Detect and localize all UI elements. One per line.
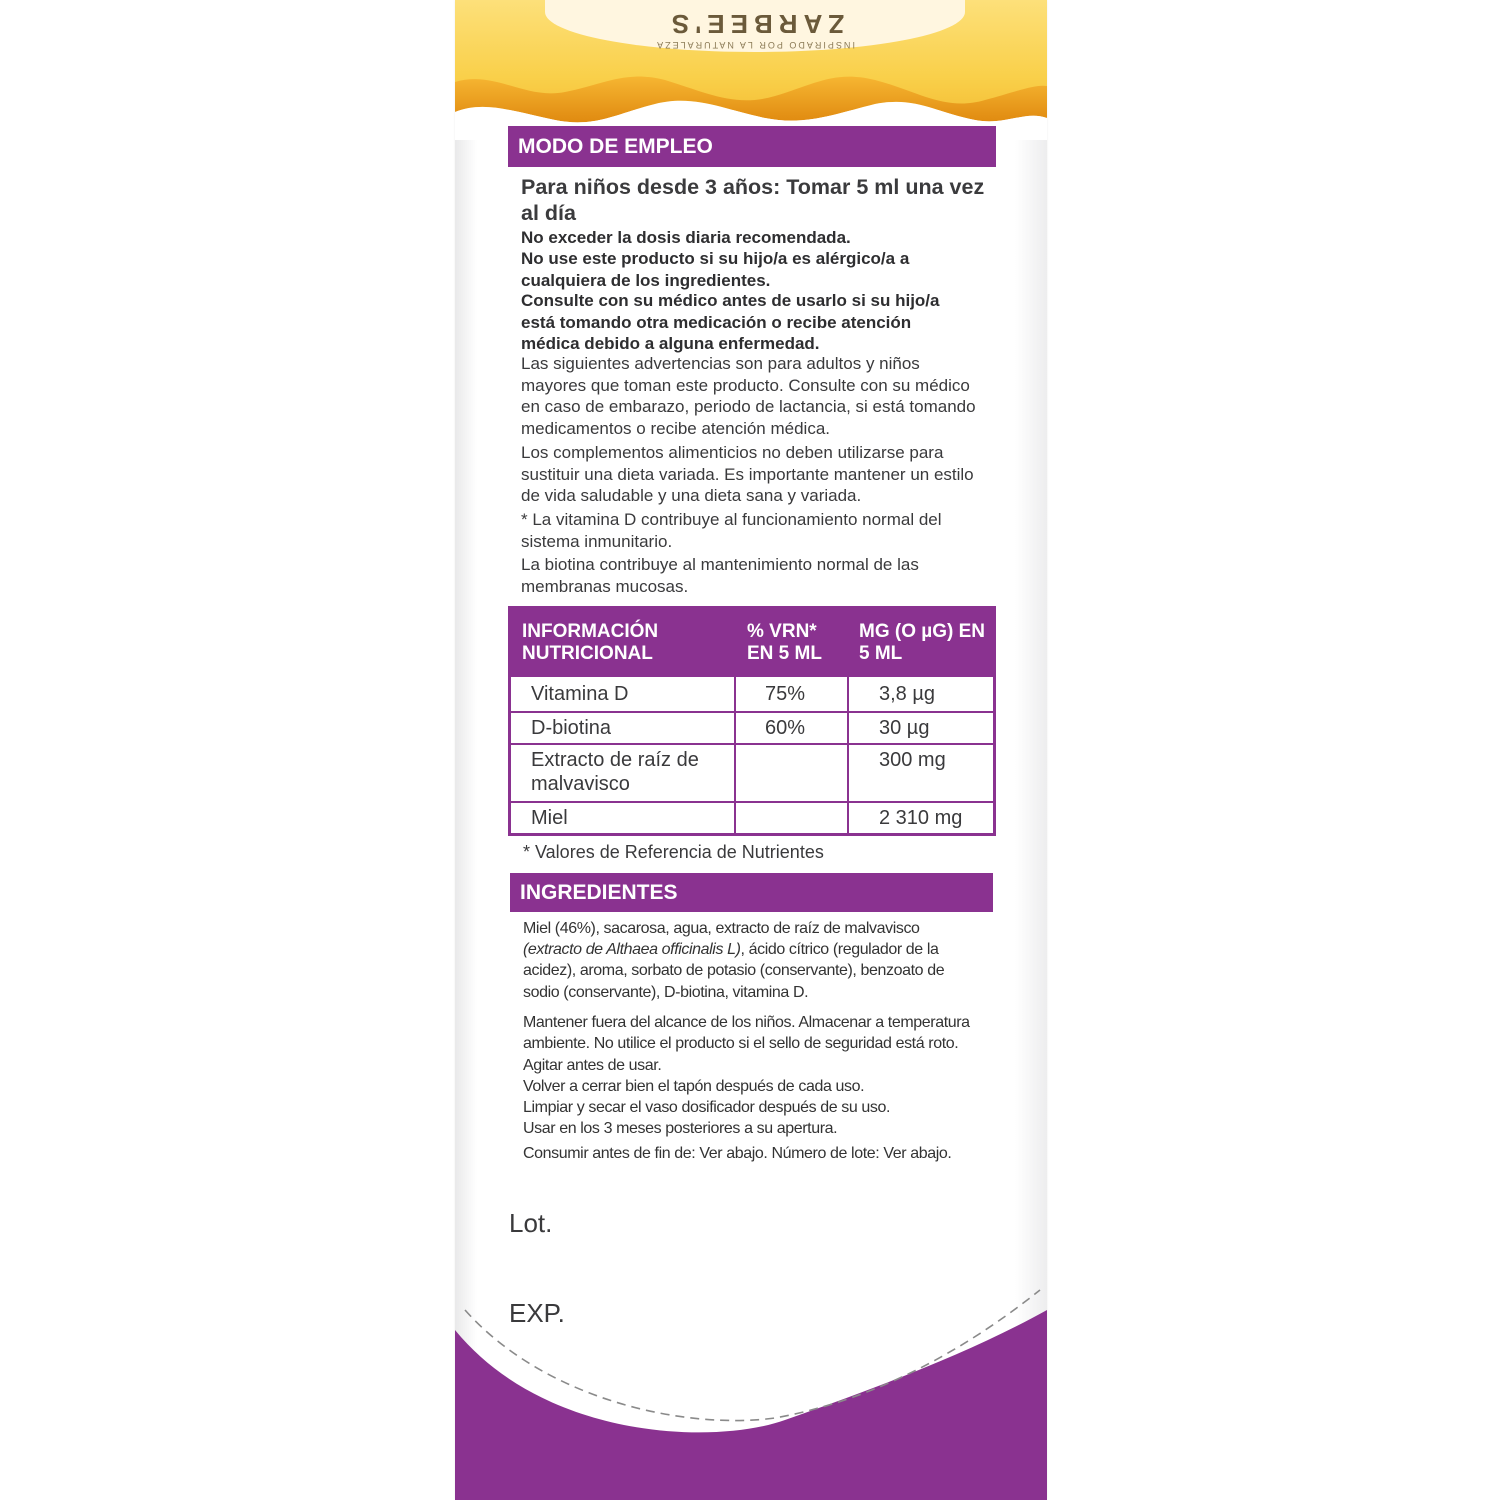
nutrient-name: Extracto de raíz de malvavisco — [531, 749, 699, 795]
warning-line-3: Consulte con su médico antes de usarlo si su hijo/a está tomando otra medicación o recibe atención médica debido a alguna enfermedad. — [521, 291, 940, 353]
table-row — [511, 711, 993, 743]
table-row — [511, 743, 993, 801]
ingredientes-header — [510, 873, 993, 912]
nutrient-name: Vitamina D — [531, 683, 629, 705]
nutrient-amount: 3,8 µg — [879, 683, 936, 705]
usage-line: Agitar antes de usar. — [523, 1057, 662, 1074]
advice-paragraph-2: Los complementos alimenticios no deben utilizarse para sustituir una dieta variada. Es importante mantener un estilo de vida saludable y una dieta sana y variada. — [521, 443, 974, 505]
storage-instructions: Mantener fuera del alcance de los niños. Almacenar a temperatura ambiente. No utilice el producto si el sello de seguridad está roto. — [523, 1014, 970, 1053]
nutrient-vrn: 75% — [765, 683, 806, 705]
nutrition-footnote: * Valores de Referencia de Nutrientes — [523, 842, 824, 862]
exp-label: EXP. — [509, 1298, 565, 1328]
ingredients-latin-name: (extracto de Althaea officinalis L) — [523, 941, 741, 959]
warning-line-1: No exceder la dosis diaria recomendada. — [521, 228, 851, 247]
ingredients-list — [523, 918, 978, 1003]
vitamin-d-claim: * La vitamina D contribuye al funcionamiento normal del sistema inmunitario. — [521, 510, 942, 551]
usage-line: Volver a cerrar bien el tapón después de cada uso. — [523, 1078, 865, 1095]
nutrient-vrn: 60% — [765, 717, 806, 739]
product-box-back — [455, 0, 1047, 1500]
advice-paragraph-1: Las siguientes advertencias son para adultos y niños mayores que toman este producto. Consulte con su médico en caso de embarazo, periodo de lactancia, si está tomando medicamentos o recibe atención médica. — [521, 354, 976, 438]
brand-logo-oval — [545, 0, 965, 52]
ingredients-text-b: , ácido cítrico (regulador de la acidez), aroma, sorbato de potasio (conservante), benzoato de sodio (conservante), D-biotina, vitamina D. — [523, 941, 945, 1001]
nutrient-amount: 2 310 mg — [879, 807, 963, 829]
purple-wave-footer — [455, 1270, 1047, 1500]
brand-tagline: INSPIRADO POR LA NATURALEZA — [655, 40, 855, 50]
modo-empleo-title: MODO DE EMPLEO — [518, 134, 713, 158]
brand-logo: ZARBEE'S — [665, 9, 845, 39]
header-vrn: % VRN* EN 5 ML — [747, 621, 822, 664]
usage-line: Usar en los 3 meses posteriores a su apertura. — [523, 1120, 838, 1137]
warning-line-2: No use este producto si su hijo/a es alérgico/a a cualquiera de los ingredientes. — [521, 249, 910, 290]
nutrient-name: D-biotina — [531, 717, 612, 739]
ingredients-text-a: Miel (46%), sacarosa, agua, extracto de raíz de malvavisco — [523, 920, 920, 937]
biotin-claim: La biotina contribuye al mantenimiento normal de las membranas mucosas. — [521, 555, 919, 596]
usage-line: Limpiar y secar el vaso dosificador después de su uso. — [523, 1099, 891, 1116]
nutrition-table — [508, 606, 996, 836]
modo-empleo-header — [508, 126, 996, 167]
nutrient-amount: 300 mg — [879, 749, 946, 771]
table-row — [511, 801, 993, 833]
lot-label: Lot. — [509, 1208, 553, 1238]
header-mg: MG (O µG) EN 5 ML — [859, 621, 985, 664]
ingredientes-title: INGREDIENTES — [520, 880, 678, 904]
dosage-instruction: Para niños desde 3 años: Tomar 5 ml una vez al día — [521, 175, 985, 225]
best-before-note: Consumir antes de fin de: Ver abajo. Número de lote: Ver abajo. — [523, 1145, 952, 1162]
nutrition-table-header — [511, 609, 993, 677]
table-row — [511, 677, 993, 711]
nutrient-name: Miel — [531, 807, 568, 829]
header-info: INFORMACIÓN NUTRICIONAL — [522, 621, 659, 664]
nutrient-amount: 30 µg — [879, 717, 930, 739]
